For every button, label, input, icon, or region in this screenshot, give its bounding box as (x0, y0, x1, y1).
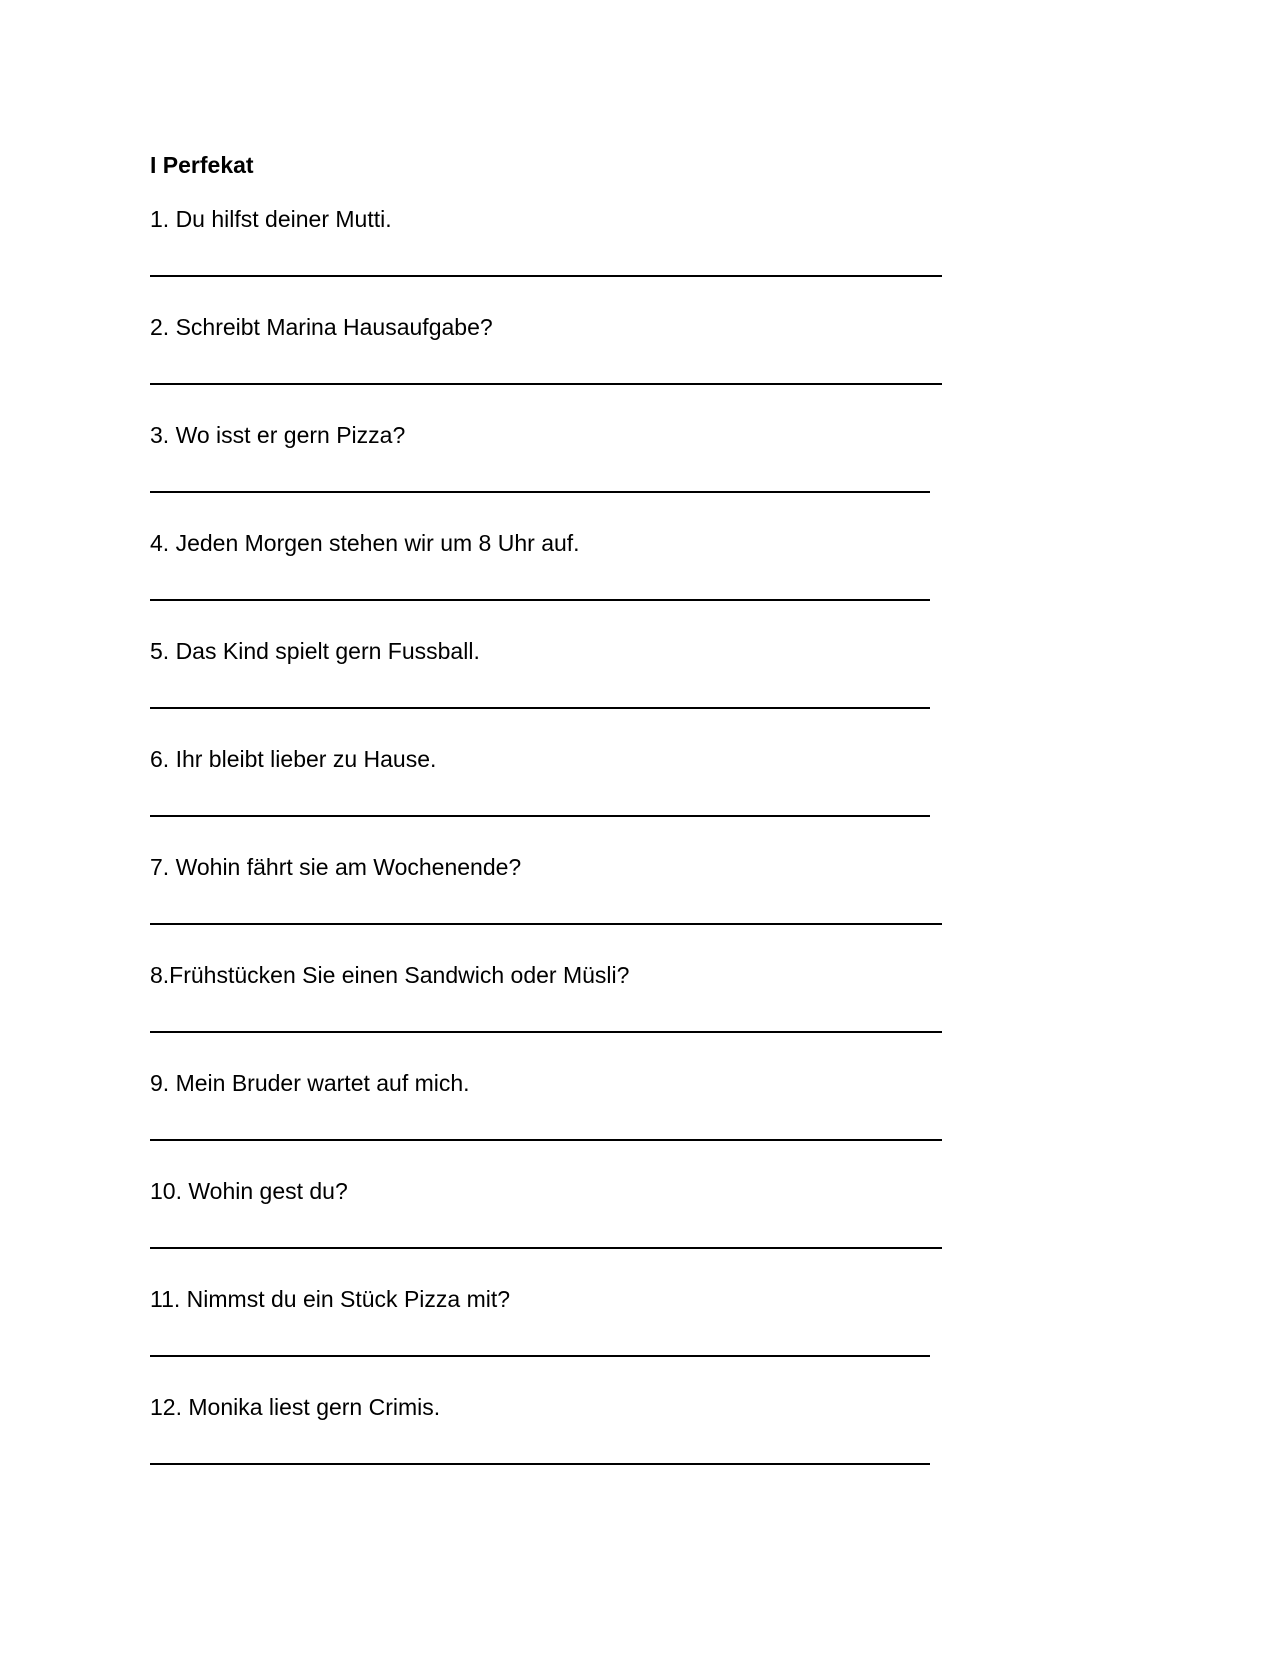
question-text: 6. Ihr bleibt lieber zu Hause. (150, 746, 437, 772)
answer-line (150, 491, 930, 493)
answer-line (150, 599, 930, 601)
exercise-item (150, 421, 1150, 521)
question-text: 3. Wo isst er gern Pizza? (150, 422, 406, 448)
exercise-item (150, 529, 1150, 629)
question-text: 12. Monika liest gern Crimis. (150, 1394, 441, 1420)
question-text: 10. Wohin gest du? (150, 1178, 348, 1204)
exercise-item (150, 961, 1150, 1061)
question-text: 2. Schreibt Marina Hausaufgabe? (150, 314, 493, 340)
question-text: 1. Du hilfst deiner Mutti. (150, 206, 392, 232)
exercise-item (150, 853, 1150, 953)
exercise-item (150, 637, 1150, 737)
exercise-item (150, 1285, 1150, 1385)
question-text: 11. Nimmst du ein Stück Pizza mit? (150, 1286, 511, 1312)
exercise-item (150, 745, 1150, 845)
answer-line (150, 923, 942, 925)
answer-line (150, 383, 942, 385)
question-text: 5. Das Kind spielt gern Fussball. (150, 638, 480, 664)
worksheet-page (150, 0, 1150, 1656)
answer-line (150, 275, 942, 277)
answer-line (150, 1139, 942, 1141)
answer-line (150, 707, 930, 709)
answer-line (150, 1247, 942, 1249)
exercise-item (150, 313, 1150, 413)
question-text: 4. Jeden Morgen stehen wir um 8 Uhr auf. (150, 530, 580, 556)
answer-line (150, 1355, 930, 1357)
answer-line (150, 815, 930, 817)
question-text: 7. Wohin fährt sie am Wochenende? (150, 854, 522, 880)
exercise-item (150, 1177, 1150, 1277)
answer-line (150, 1031, 942, 1033)
worksheet-title: I Perfekat (150, 152, 254, 178)
question-text: 8.Frühstücken Sie einen Sandwich oder Müsli? (150, 962, 630, 988)
question-text: 9. Mein Bruder wartet auf mich. (150, 1070, 470, 1096)
exercise-item (150, 205, 1150, 305)
exercise-item (150, 1393, 1150, 1493)
exercise-item (150, 1069, 1150, 1169)
answer-line (150, 1463, 930, 1465)
